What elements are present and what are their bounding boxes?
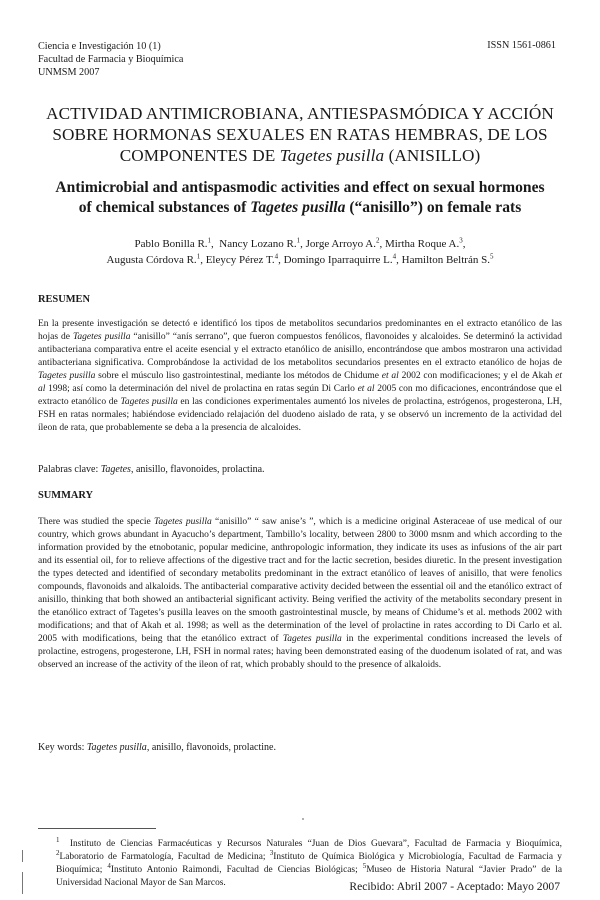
author-affiliation: 2 bbox=[375, 236, 380, 245]
palabras-label: Palabras clave: bbox=[38, 464, 99, 475]
author-line-2: Augusta Córdova R.$^1$, Eleycy Pérez T.$^4$, Domingo Iparraquirre L.$^4$, Hamilton Beltrán S.$^5$ bbox=[106, 252, 494, 266]
keywords-species: Tagetes pusilla bbox=[86, 742, 147, 753]
margin-mark bbox=[22, 850, 23, 862]
title-en-species: Tagetes pusilla bbox=[250, 199, 346, 216]
author-affiliation: 5 bbox=[489, 252, 494, 261]
author-name: Hamilton Beltrán S. bbox=[401, 254, 490, 266]
journal-name: Ciencia e Investigación 10 (1) bbox=[38, 41, 161, 52]
author-affiliation: 4 bbox=[274, 252, 279, 261]
title-en-line-1: Antimicrobial and antispasmodic activities and effect on sexual hormones bbox=[55, 179, 545, 196]
author-name: Eleycy Pérez T. bbox=[205, 254, 275, 266]
author-affiliation: 1 bbox=[296, 236, 301, 245]
title-es-line-3 bbox=[30, 145, 570, 166]
title-es-pre: COMPONENTES DE bbox=[119, 146, 280, 165]
author-name: Mirtha Roque A. bbox=[384, 238, 460, 250]
species-name: Tagetes pusilla bbox=[153, 517, 212, 527]
journal-faculty: Facultad de Farmacia y Bioquímica bbox=[38, 54, 184, 65]
affiliation-text: Instituto de Ciencias Farmacéuticas y Recursos Naturales “Juan de Dios Guevara”, Facultad de Farmacia y Bioquímica, bbox=[69, 839, 562, 849]
footnote-marker: 2 bbox=[56, 848, 60, 857]
palabras-clave bbox=[38, 464, 265, 475]
summary-part: There was studied the specie bbox=[38, 517, 154, 527]
summary-text bbox=[38, 516, 562, 672]
resumen-part: En la presente investigación se detectó e identificó los tipos de metabolitos secundarios predominantes en el extracto etanólico de las hojas de bbox=[38, 319, 562, 342]
author-affiliation: 1 bbox=[207, 236, 212, 245]
summary-part: “anisillo” “ saw anise’s ”, which is a medicine original Asteraceae of use medical of our country, which grows abundant in Ayacucho’s department, Tambillo’s locality, between 2800 to 3000 msnm and which according to the information provided by the etnobotanic, popular medicine, anthropologic information, they indicate its uses as infusions of the air part and its essential oil, for to relieve affections of the digestive tract and for the lactic secretion, besides diuretic. In the present investigation the types detected and identified of secondary metabolits predominant in the extract etanólico of leaves of anisillo, that were fenolics compounds, flavonoids and alkaloids. The antibacterial comparative activity decided between the essential oil and the etanólico extract of anisillo, thinking that both showed an antibacterial significant activity. Being verified the activity of the metabolits secondary present in the etanólico extract of Tagetes’s pusilla leaves on the smooth gastrointestinal muscle, by means of Chidume’s et al. methods 2002 with modifications; and that of Akah et al. 1998; as well as the determination of the level of prolactine in rates according to Di Carlo et al. 2005 with modifications, being that the etanólico extract of bbox=[38, 517, 562, 644]
author-name: Pablo Bonilla R. bbox=[134, 238, 208, 250]
et-al: et al bbox=[357, 384, 375, 394]
et-al: et al bbox=[381, 371, 399, 381]
issn: ISSN 1561-0861 bbox=[487, 40, 556, 51]
resumen-part: 2005 con mo dificaciones, encontrándose que el extracto etanólico de bbox=[38, 384, 562, 407]
title-es-species: Tagetes pusilla bbox=[279, 146, 385, 165]
journal-header bbox=[38, 40, 183, 79]
footnote-marker: 4 bbox=[107, 861, 111, 870]
resumen-text bbox=[38, 318, 562, 435]
affiliation-text: Instituto Antonio Raimondi, Facultad de Ciencias Biológicas; bbox=[110, 865, 363, 875]
author-line-1: Pablo Bonilla R.$^1$, Nancy Lozano R.$^1$, Jorge Arroyo A.$^2$, Mirtha Roque A.$^3$, bbox=[134, 236, 466, 250]
author-list bbox=[40, 236, 560, 268]
footnote-marker: 5 bbox=[362, 861, 367, 870]
title-spanish bbox=[30, 103, 570, 166]
footnote-marker: 1 bbox=[56, 835, 60, 844]
species-name: Tagetes pusilla bbox=[282, 634, 342, 644]
footnote-marker: 3 bbox=[269, 848, 274, 857]
resumen-part: 1998; así como la determinación del nivel de prolactina en ratas según Di Carlo bbox=[45, 384, 358, 394]
footnote-rule bbox=[38, 828, 156, 829]
title-en-pre: of chemical substances of bbox=[78, 199, 251, 216]
summary-part: in the experimental conditions increased the levels of prolactine, estrogens, progesterone, LH, FSH in normal rates; having been demonstrated easing of the duodenum isolated of rat, and was observed an increase of the activity of the ileon of rat, which probably should to the presence of alkaloids. bbox=[38, 634, 563, 670]
author-affiliation: 1 bbox=[196, 252, 201, 261]
resumen-heading: RESUMEN bbox=[38, 294, 90, 305]
palabras-rest: , anisillo, flavonoides, prolactina. bbox=[130, 464, 265, 475]
resumen-part: sobre el músculo liso gastrointestinal, mediante los métodos de Chidume bbox=[95, 371, 382, 381]
key-words bbox=[38, 742, 276, 753]
author-name: Nancy Lozano R. bbox=[219, 238, 297, 250]
title-english bbox=[30, 178, 570, 218]
title-es-line-1: ACTIVIDAD ANTIMICROBIANA, ANTIESPASMÓDICA Y ACCIÓN bbox=[46, 104, 554, 123]
title-es-post: (ANISILLO) bbox=[384, 146, 481, 165]
received-dates: Recibido: Abril 2007 - Aceptado: Mayo 2007 bbox=[349, 880, 560, 893]
resumen-part: en las condiciones experimentales aumentó los niveles de prolactina, estrógenos, progesterona, LH, FSH en ratas normales; habiéndose evidenciado relajación del duodeno aislado de rata, y se observó un incremento de la actividad del íleon de rata, que probablemente se deba a la presencia de alcaloides. bbox=[38, 397, 562, 433]
summary-heading: SUMMARY bbox=[38, 490, 94, 501]
title-en-line-2 bbox=[30, 198, 570, 218]
author-name: Jorge Arroyo A. bbox=[305, 238, 376, 250]
affiliation-text: Instituto de Química Biológica y Microbiología, Facultad de Farmacia y Bioquímica; bbox=[56, 852, 562, 875]
author-affiliation: 3 bbox=[459, 236, 463, 245]
resumen-part: “anisillo” “anís serrano”, que fueron compuestos fenólicos, flavonoides y alcaloides. Se determinó la actividad antibacteriana comparativa entre el aceite esencial y el extracto etanólico de anisillo, encontrándose que ambos mostraron una actividad antibacteriana significativa. Comprobándose la actividad de los metabolitos secundarios presentes en el extracto etanólico de hojas de bbox=[38, 332, 563, 368]
resumen-part: 2002 con modificaciones; y el de Akah bbox=[398, 371, 556, 381]
author-affiliation: 4 bbox=[392, 252, 397, 261]
title-es-line-2: SOBRE HORMONAS SEXUALES EN RATAS HEMBRAS, DE LOS bbox=[52, 125, 548, 144]
affiliation-text: Museo de Historia Natural “Javier Prado” de la Universidad Nacional Mayor de San Marcos. bbox=[56, 865, 562, 888]
species-name: Tagetes pusilla bbox=[38, 371, 96, 381]
palabras-species: Tagetes bbox=[100, 464, 131, 475]
author-name: Augusta Córdova R. bbox=[106, 254, 197, 266]
species-name: Tagetes pusilla bbox=[72, 332, 131, 342]
species-name: Tagetes pusilla bbox=[120, 397, 178, 407]
keywords-rest: , anisillo, flavonoids, prolactine. bbox=[146, 742, 276, 753]
keywords-label: Key words: bbox=[38, 742, 85, 753]
author-name: Domingo Iparraquirre L. bbox=[283, 254, 393, 266]
et-al: et al bbox=[38, 371, 562, 394]
affiliation-text: Laboratorio de Farmatología, Facultad de Medicina; bbox=[59, 852, 270, 862]
journal-university: UNMSM 2007 bbox=[38, 67, 100, 78]
scan-speck bbox=[302, 818, 304, 820]
title-en-post: (“anisillo”) on female rats bbox=[345, 199, 522, 216]
margin-mark bbox=[22, 872, 23, 894]
